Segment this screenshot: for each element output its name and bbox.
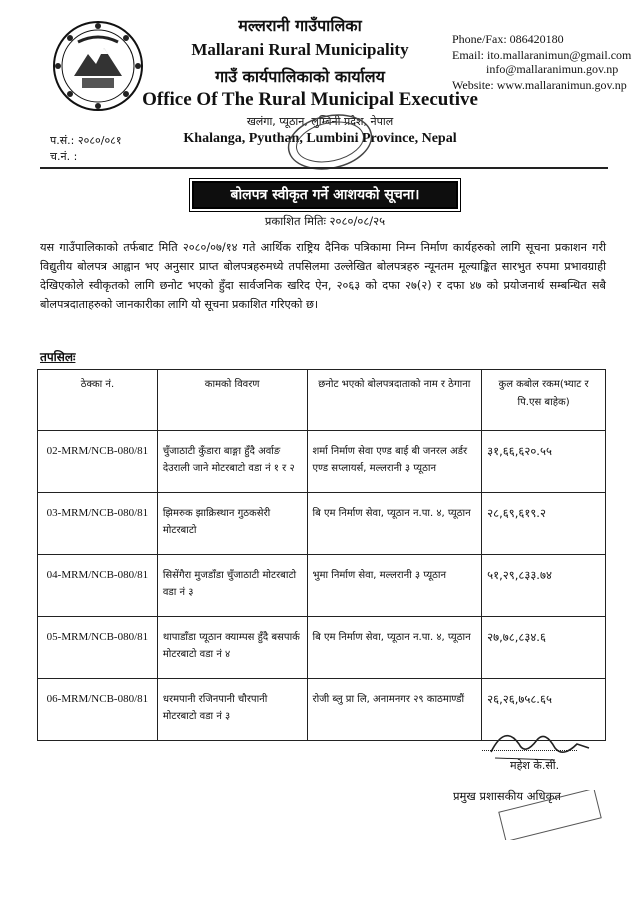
column-header-work-description: कामको विवरण <box>157 370 307 431</box>
work-description-cell: झिमरुक झाक्रिस्थान गुठकसेरी मोटरबाटो <box>157 493 307 555</box>
bidder-cell: बि एम निर्माण सेवा, प्यूठान न.पा. ४, प्यूठान <box>307 617 482 679</box>
header-divider <box>40 167 608 169</box>
email-label: Email: <box>452 48 484 62</box>
dispatch-number: च.नं. : <box>50 150 78 163</box>
amount-cell: २८,६९,६१९.२ <box>482 493 606 555</box>
details-label: तपसिलः <box>40 350 76 364</box>
amount-cell: २६,२६,७५८.६५ <box>482 679 606 741</box>
email-secondary: info@mallaranimun.gov.np <box>486 62 619 76</box>
published-date: प्रकाशित मितिः २०८०/०८/२५ <box>264 214 386 228</box>
amount-cell: २७,७८,८३४.६ <box>482 617 606 679</box>
column-header-bid-amount: कुल कबोल रकम(भ्याट र पि.एस बाहेक) <box>482 370 606 431</box>
table-row <box>38 493 606 555</box>
work-description-cell: सिसेंगैरा मुजडाँडा चुँजाठाटी मोटरबाटो वडा नं ३ <box>157 555 307 617</box>
column-header-contract-no: ठेक्का नं. <box>38 370 158 431</box>
office-name-english: Office Of The Rural Municipal Executive <box>142 89 478 110</box>
table-header-row <box>38 370 606 431</box>
signatory-stamp <box>495 790 605 840</box>
bidder-cell: भुमा निर्माण सेवा, मल्लरानी ३ प्यूठान <box>307 555 482 617</box>
website: Website: www.mallaranimun.gov.np <box>452 78 627 92</box>
amount-cell: ५१,२९,८३३.७४ <box>482 555 606 617</box>
bidder-cell: रोजी ब्लु प्रा लि, अनामनगर २९ काठमाण्डौं <box>307 679 482 741</box>
contract-number-cell: 02-MRM/NCB-080/81 <box>38 431 158 493</box>
work-description-cell: थापाडाँडा प्यूठान क्याम्पस हुँदै बसपार्क मोटरबाटो वडा नं ४ <box>157 617 307 679</box>
amount-cell: ३१,६६,६२०.५५ <box>482 431 606 493</box>
signature-line <box>482 750 577 751</box>
contracts-table <box>37 369 606 741</box>
address-english: Khalanga, Pyuthan, Lumbini Province, Nepal <box>183 131 457 146</box>
bidder-cell: शर्मा निर्माण सेवा एण्ड बाई बी जनरल अर्डर एण्ड सप्लायर्स, मल्लरानी ३ प्यूठान <box>307 431 482 493</box>
table-row <box>38 617 606 679</box>
notice-body: यस गाउँपालिकाको तर्फबाट मिति २०८०/०७/१४ गते आर्थिक राष्ट्रिय दैनिक पत्रिकामा निम्न निर्माण कार्यहरुको लागि सूचना प्रकाशन गरी विद्युतीय बोलपत्र आह्वान भए अनुसार प्राप्त बोलपत्रहरुमध्ये तपसिलमा उल्लेखित बोलपत्रहरु न्यूनतम मूल्याङ्कित सारभुत रुपमा प्रभावग्राही देखिएकोले स्वीकृतको लागि छनोट भएको हुँदा सार्वजनिक खरिद ऐन, २०६३ को दफा २७(२) र दफा ४७ को प्रयोजनार्थ सम्बन्धित सबै बोलपत्रदाताहरुको जानकारीका लागि यो सूचना प्रकाशित गरिएको छ। <box>40 241 606 311</box>
contract-number-cell: 04-MRM/NCB-080/81 <box>38 555 158 617</box>
work-description-cell: चुँजाठाटी कुँडारा बाङ्गा हुँदै अर्वाङ देउराली जाने मोटरबाटो वडा नं १ र २ <box>157 431 307 493</box>
table-row <box>38 555 606 617</box>
phone-fax: Phone/Fax: 086420180 <box>452 32 564 46</box>
email-primary: ito.mallaranimun@gmail.com <box>487 48 632 62</box>
contract-number-cell: 06-MRM/NCB-080/81 <box>38 679 158 741</box>
contract-number-cell: 05-MRM/NCB-080/81 <box>38 617 158 679</box>
notice-title: बोलपत्र स्वीकृत गर्ने आशयको सूचना। <box>192 181 458 209</box>
signatory-title: प्रमुख प्रशासकीय अधिकृत <box>453 789 561 803</box>
bidder-cell: बि एम निर्माण सेवा, प्यूठान न.पा. ४, प्यूठान <box>307 493 482 555</box>
column-header-selected-bidder: छनोट भएको बोलपत्रदाताको नाम र ठेगाना <box>307 370 482 431</box>
office-name-nepali: गाउँ कार्यपालिकाको कार्यालय <box>215 67 385 86</box>
signatory-name: महेश के.सी. <box>510 759 560 772</box>
table-row <box>38 431 606 493</box>
reference-number: प.सं.: २०८०/०८१ <box>50 134 122 147</box>
contract-number-cell: 03-MRM/NCB-080/81 <box>38 493 158 555</box>
office-stamp <box>285 112 375 172</box>
municipality-name-english: Mallarani Rural Municipality <box>191 40 409 59</box>
work-description-cell: धरमपानी रजिनपानी चौरपानी मोटरबाटो वडा नं ३ <box>157 679 307 741</box>
address-nepali: खलंगा, प्यूठान, लुम्बिनी प्रदेश, नेपाल <box>246 115 394 128</box>
municipality-name-nepali: मल्लरानी गाउँपालिका <box>238 16 362 35</box>
